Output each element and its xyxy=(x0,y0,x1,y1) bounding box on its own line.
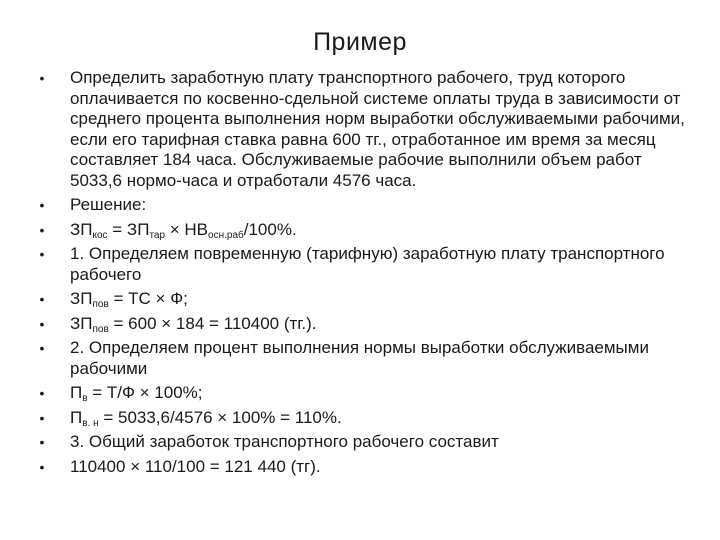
solution-heading: Решение: xyxy=(70,195,147,214)
formula-part: = ЗП xyxy=(107,219,150,239)
bullet-icon: • xyxy=(39,434,45,450)
formula-part: П xyxy=(70,383,83,402)
formula-part: × НВ xyxy=(165,219,209,239)
formula-subscript: в xyxy=(82,393,88,404)
list-item-step-2 xyxy=(36,338,696,379)
step-2-text: 2. Определяем процент выполнения нормы выработки обслуживаемыми рабочими xyxy=(70,338,649,378)
step-1-text: 1. Определяем повременную (тарифную) заработную плату транспортного рабочего xyxy=(70,244,665,284)
formula-part: = 600 × 184 = 110400 (тг.). xyxy=(108,313,317,333)
list-item-task xyxy=(36,68,696,191)
list-item-step-1 xyxy=(36,244,696,285)
list-item-formula-indirect xyxy=(36,220,696,241)
bullet-icon: • xyxy=(39,197,45,213)
task-text: Определить заработную плату транспортного рабочего, труд которого оплачивается по косвенно-сдельной системе оплаты труда в зависимости от среднего процента выполнения норм выработки обслуживаемыми рабочими, если его тарифная ставка равна 600 тг., отработанное им время за месяц составляет 184 часа. Обслуживаемые рабочие выполнили объем работ 5033,6 нормо-часа и отработали 4576 часа. xyxy=(70,68,685,190)
final-result-text: 110400 × 110/100 = 121 440 (тг). xyxy=(70,456,321,476)
formula-subscript: пов xyxy=(92,323,109,335)
formula-subscript: осн.раб xyxy=(208,229,244,241)
formula-subscript: кос xyxy=(92,229,108,241)
bullet-icon: • xyxy=(39,458,45,475)
bullet-icon: • xyxy=(39,291,45,307)
formula-part: П xyxy=(70,407,83,427)
formula-part: ЗП xyxy=(70,313,93,333)
list-item-step-3 xyxy=(36,432,696,453)
bullet-icon: • xyxy=(39,221,45,238)
bullet-icon: • xyxy=(39,340,45,356)
slide-title: Пример xyxy=(313,28,407,56)
formula-part: = ТС × Ф; xyxy=(108,289,188,308)
formula-part: = Т/Ф × 100%; xyxy=(87,383,203,402)
list-item-solution-heading xyxy=(36,195,696,216)
formula-part: ЗП xyxy=(70,289,93,308)
list-item-calc-percent xyxy=(36,408,696,429)
list-item-final-result xyxy=(36,457,696,478)
bullet-icon: • xyxy=(39,409,45,426)
formula-part: = 5033,6/4576 × 100% = 110%. xyxy=(98,407,342,427)
formula-subscript: в. н xyxy=(82,417,99,429)
bullet-list xyxy=(36,68,696,481)
bullet-icon: • xyxy=(39,385,45,401)
formula-part: ЗП xyxy=(70,219,93,239)
list-item-formula-percent xyxy=(36,383,696,404)
formula-subscript: пов xyxy=(92,299,109,310)
list-item-calc-time-based xyxy=(36,314,696,335)
bullet-icon: • xyxy=(39,70,45,86)
bullet-icon: • xyxy=(39,315,45,332)
formula-part: /100%. xyxy=(243,219,297,239)
bullet-icon: • xyxy=(39,246,45,262)
step-3-text: 3. Общий заработок транспортного рабочего составит xyxy=(70,432,499,451)
formula-subscript: тар xyxy=(149,229,166,241)
list-item-formula-time-based xyxy=(36,289,696,310)
